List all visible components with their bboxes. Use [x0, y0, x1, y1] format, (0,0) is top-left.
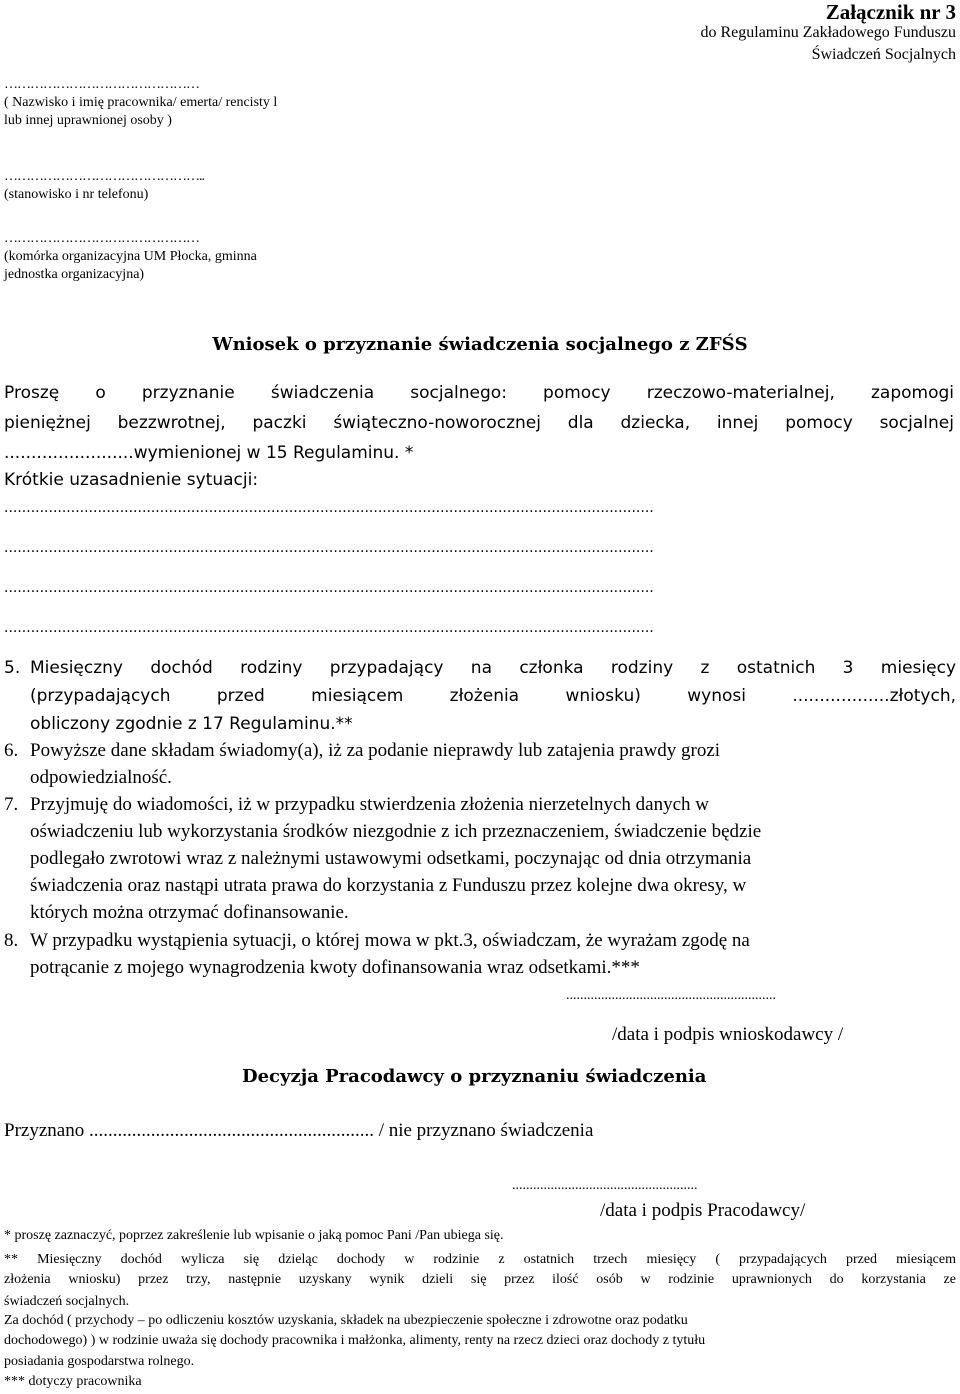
name-label-line2: lub innej uprawnionej osoby ) [4, 113, 172, 128]
request-line3: ........................wymienionej w 15 Regulaminu. * [4, 443, 414, 463]
position-dotted-line: ……………………………………….. [4, 169, 204, 184]
decision-title: Decyzja Pracodawcy o przyznaniu świadczenia [242, 1066, 707, 1087]
item-5-line1: Miesięczny dochód rodziny przypadający na członka rodziny z ostatnich 3 miesięcy [30, 658, 956, 678]
justification-blank-line: .................................................................................................................................................. [4, 500, 654, 516]
footnote-1: * proszę zaznaczyć, poprzez zakreślenie lub wpisanie o jaką pomoc Pani /Pan ubiega się. [4, 1228, 504, 1243]
employer-signature-dots: ..................................................... [512, 1178, 698, 1193]
item-6-line1: Powyższe dane składam świadomy(a), iż za podanie nieprawdy lub zatajenia prawdy grozi [30, 740, 721, 761]
unit-dotted-line: ……………………………………… [4, 231, 199, 246]
item-6-number: 6. [4, 740, 19, 761]
justification-blank-line: .................................................................................................................................................. [4, 580, 654, 596]
footnote-4: *** dotyczy pracownika [4, 1374, 142, 1389]
item-5-line2: (przypadających przed miesiącem złożenia wniosku) wynosi ..................złotych, [30, 686, 956, 706]
annex-subtitle-line2: Świadczeń Socjalnych [811, 46, 956, 63]
name-dotted-line: ……………………………………… [4, 77, 199, 92]
employer-signature-label: /data i podpis Pracodawcy/ [600, 1200, 806, 1221]
justification-blank-line: .................................................................................................................................................. [4, 620, 654, 636]
applicant-signature-label: /data i podpis wnioskodawcy / [612, 1024, 844, 1045]
footnote-3-line2: dochodowego) ) w rodzinie uważa się dochody pracownika i małżonka, alimenty, renty na rzecz dzieci oraz dochody z tytułu [4, 1333, 706, 1348]
item-7-line2: oświadczeniu lub wykorzystania środków niezgodnie z ich przeznaczeniem, świadczenie będzie [30, 821, 762, 842]
item-8-line2: potrącanie z mojego wynagrodzenia kwoty dofinansowania wraz odsetkami.*** [30, 957, 640, 978]
justification-blank-line: .................................................................................................................................................. [4, 540, 654, 556]
item-8-line1: W przypadku wystąpienia sytuacji, o której mowa w pkt.3, oświadczam, że wyrażam zgodę na [30, 930, 750, 951]
footnote-3-line3: posiadania gospodarstwa rolnego. [4, 1354, 195, 1369]
position-label: (stanowisko i nr telefonu) [4, 187, 149, 202]
unit-label-line2: jednostka organizacyjna) [4, 267, 145, 282]
request-line2: pieniężnej bezzwrotnej, paczki świąteczno-noworocznej dla dziecka, innej pomocy socjalnej [4, 413, 954, 433]
item-6-line2: odpowiedzialność. [30, 767, 172, 788]
item-5-line3: obliczony zgodnie z 17 Regulaminu.** [30, 714, 353, 734]
annex-subtitle-line1: do Regulaminu Zakładowego Funduszu [700, 24, 956, 41]
item-7-line3: podlegało zwrotowi wraz z należnymi ustawowymi odsetkami, poczynając od dnia otrzymania [30, 848, 752, 869]
annex-title: Załącznik nr 3 [825, 0, 956, 24]
item-8-number: 8. [4, 930, 19, 951]
unit-label-line1: (komórka organizacyjna UM Płocka, gminna [4, 249, 257, 264]
page-title: Wniosek o przyznanie świadczenia socjalnego z ZFŚS [212, 334, 748, 355]
footnote-2-line1: ** Miesięczny dochód wylicza się dzieląc dochody w rodzinie z ostatnich trzech miesięcy ( przypadających przed miesiącem [4, 1252, 956, 1267]
item-7-line1: Przyjmuję do wiadomości, iż w przypadku stwierdzenia złożenia nierzetelnych danych w [30, 794, 710, 815]
justification-label: Krótkie uzasadnienie sytuacji: [4, 470, 259, 490]
request-line1: Proszę o przyznanie świadczenia socjalnego: pomocy rzeczowo-materialnej, zapomogi [4, 383, 954, 403]
name-label-line1: ( Nazwisko i imię pracownika/ emerta/ rencisty l [4, 95, 278, 110]
footnote-2-line3: świadczeń socjalnych. [4, 1294, 130, 1309]
decision-granted-line: Przyznano ............................................................ / nie przyznano świadczenia [4, 1120, 594, 1141]
footnote-2-line2: złożenia wniosku) przez trzy, następnie uzyskany wynik dzieli się przez ilość osób w rodzinie uprawnionych do korzystania ze [4, 1272, 956, 1287]
item-7-line5: których można otrzymać dofinansowanie. [30, 902, 349, 923]
applicant-signature-dots: ............................................................ [566, 988, 776, 1003]
item-7-line4: świadczenia oraz nastąpi utrata prawa do korzystania z Funduszu przez kolejne dwa okresy, w [30, 875, 747, 896]
item-7-number: 7. [4, 794, 19, 815]
item-5-number: 5. [4, 658, 21, 678]
footnote-3-line1: Za dochód ( przychody – po odliczeniu kosztów uzyskania, składek na ubezpieczenie społeczne i zdrowotne oraz podatku [4, 1313, 688, 1328]
